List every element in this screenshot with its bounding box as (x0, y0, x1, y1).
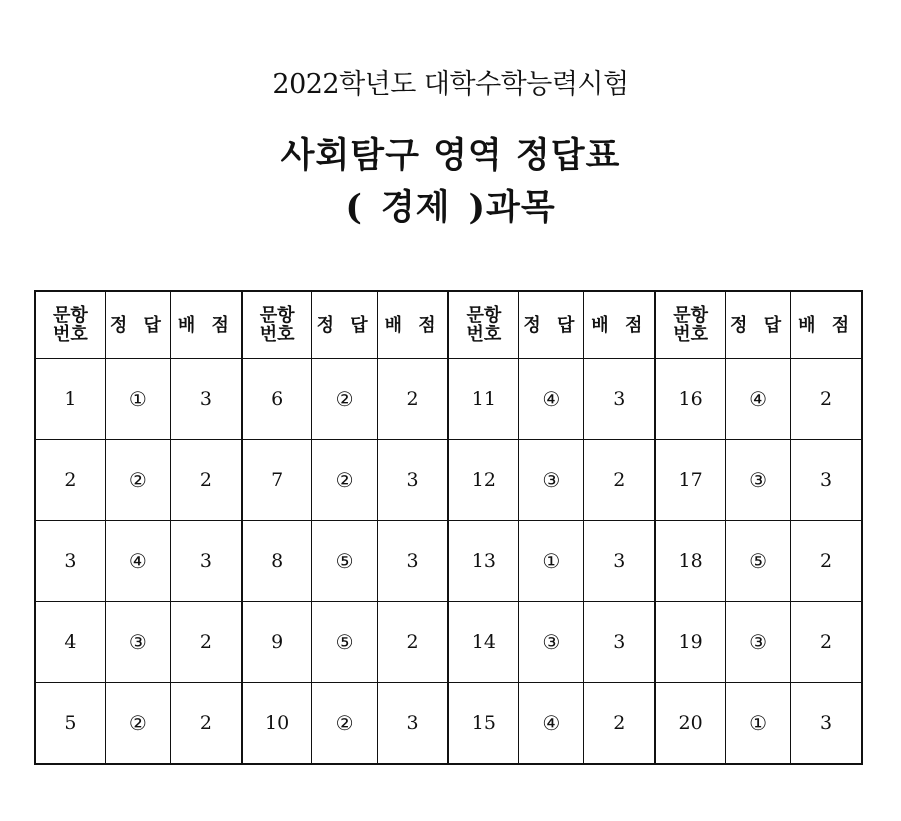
answer-cell: ① (519, 521, 584, 602)
question-number: 3 (35, 521, 105, 602)
question-number: 9 (242, 602, 312, 683)
header-answer: 정 답 (725, 291, 790, 359)
header-num-line2: 번호 (673, 324, 708, 345)
points-cell: 3 (170, 521, 241, 602)
question-number: 13 (448, 521, 518, 602)
header-num-line2: 번호 (52, 324, 88, 345)
points-cell: 2 (791, 521, 862, 602)
subject-open-paren: ( (345, 187, 363, 228)
question-number: 11 (448, 359, 518, 440)
points-cell: 2 (377, 602, 448, 683)
header-points: 배 점 (791, 291, 862, 359)
question-number: 7 (242, 440, 312, 521)
subject-close: )과목 (468, 187, 556, 228)
exam-title: 2022학년도 대학수학능력시험 (272, 69, 629, 100)
answer-cell: ① (725, 683, 790, 765)
points-cell: 2 (170, 683, 241, 765)
header-points: 배 점 (170, 291, 241, 359)
question-number: 5 (35, 683, 105, 765)
question-number: 19 (655, 602, 725, 683)
points-cell: 3 (584, 359, 655, 440)
answer-cell: ④ (105, 521, 170, 602)
question-number: 15 (448, 683, 518, 765)
answer-cell: ① (105, 359, 170, 440)
question-number: 8 (242, 521, 312, 602)
points-cell: 3 (377, 440, 448, 521)
header-question-number (35, 291, 105, 359)
answer-table (34, 290, 863, 765)
question-number: 1 (35, 359, 105, 440)
question-number: 2 (35, 440, 105, 521)
points-cell: 2 (791, 602, 862, 683)
answer-cell: ⑤ (725, 521, 790, 602)
table-row (35, 521, 862, 602)
header-points: 배 점 (377, 291, 448, 359)
question-number: 17 (655, 440, 725, 521)
question-number: 18 (655, 521, 725, 602)
points-cell: 2 (584, 440, 655, 521)
answer-cell: ② (312, 683, 377, 765)
header-answer: 정 답 (312, 291, 377, 359)
question-number: 10 (242, 683, 312, 765)
answer-cell: ③ (519, 440, 584, 521)
header-num-line1: 문항 (52, 305, 88, 326)
points-cell: 2 (377, 359, 448, 440)
header-question-number (655, 291, 725, 359)
question-number: 20 (655, 683, 725, 765)
points-cell: 3 (377, 521, 448, 602)
question-number: 4 (35, 602, 105, 683)
table-row (35, 440, 862, 521)
table-row (35, 683, 862, 765)
answer-cell: ② (105, 683, 170, 765)
answer-cell: ② (312, 359, 377, 440)
header-points: 배 점 (584, 291, 655, 359)
points-cell: 2 (584, 683, 655, 765)
answer-cell: ③ (519, 602, 584, 683)
points-cell: 2 (791, 359, 862, 440)
header-num-line1: 문항 (466, 305, 502, 326)
points-cell: 3 (170, 359, 241, 440)
answer-cell: ⑤ (312, 521, 377, 602)
answer-cell: ③ (725, 602, 790, 683)
points-cell: 3 (584, 521, 655, 602)
subject-name: 경제 (380, 187, 451, 228)
header-answer: 정 답 (105, 291, 170, 359)
header-row (35, 291, 862, 359)
points-cell: 3 (584, 602, 655, 683)
header-num-line1: 문항 (259, 305, 295, 326)
answer-cell: ④ (725, 359, 790, 440)
header-num-line2: 번호 (466, 324, 502, 345)
question-number: 16 (655, 359, 725, 440)
header-num-line1: 문항 (673, 305, 708, 326)
answer-cell: ② (105, 440, 170, 521)
answer-cell: ② (312, 440, 377, 521)
section-title: 사회탐구 영역 정답표 (280, 135, 621, 176)
answer-cell: ④ (519, 683, 584, 765)
answer-cell: ④ (519, 359, 584, 440)
points-cell: 2 (170, 602, 241, 683)
question-number: 12 (448, 440, 518, 521)
subject-title (0, 180, 901, 230)
question-number: 6 (242, 359, 312, 440)
answer-cell: ③ (725, 440, 790, 521)
table-row (35, 359, 862, 440)
question-number: 14 (448, 602, 518, 683)
points-cell: 3 (791, 440, 862, 521)
header-num-line2: 번호 (259, 324, 295, 345)
answer-cell: ③ (105, 602, 170, 683)
answer-cell: ⑤ (312, 602, 377, 683)
table-row (35, 602, 862, 683)
points-cell: 3 (377, 683, 448, 765)
points-cell: 3 (791, 683, 862, 765)
header-answer: 정 답 (519, 291, 584, 359)
points-cell: 2 (170, 440, 241, 521)
header-question-number (242, 291, 312, 359)
header-question-number (448, 291, 518, 359)
